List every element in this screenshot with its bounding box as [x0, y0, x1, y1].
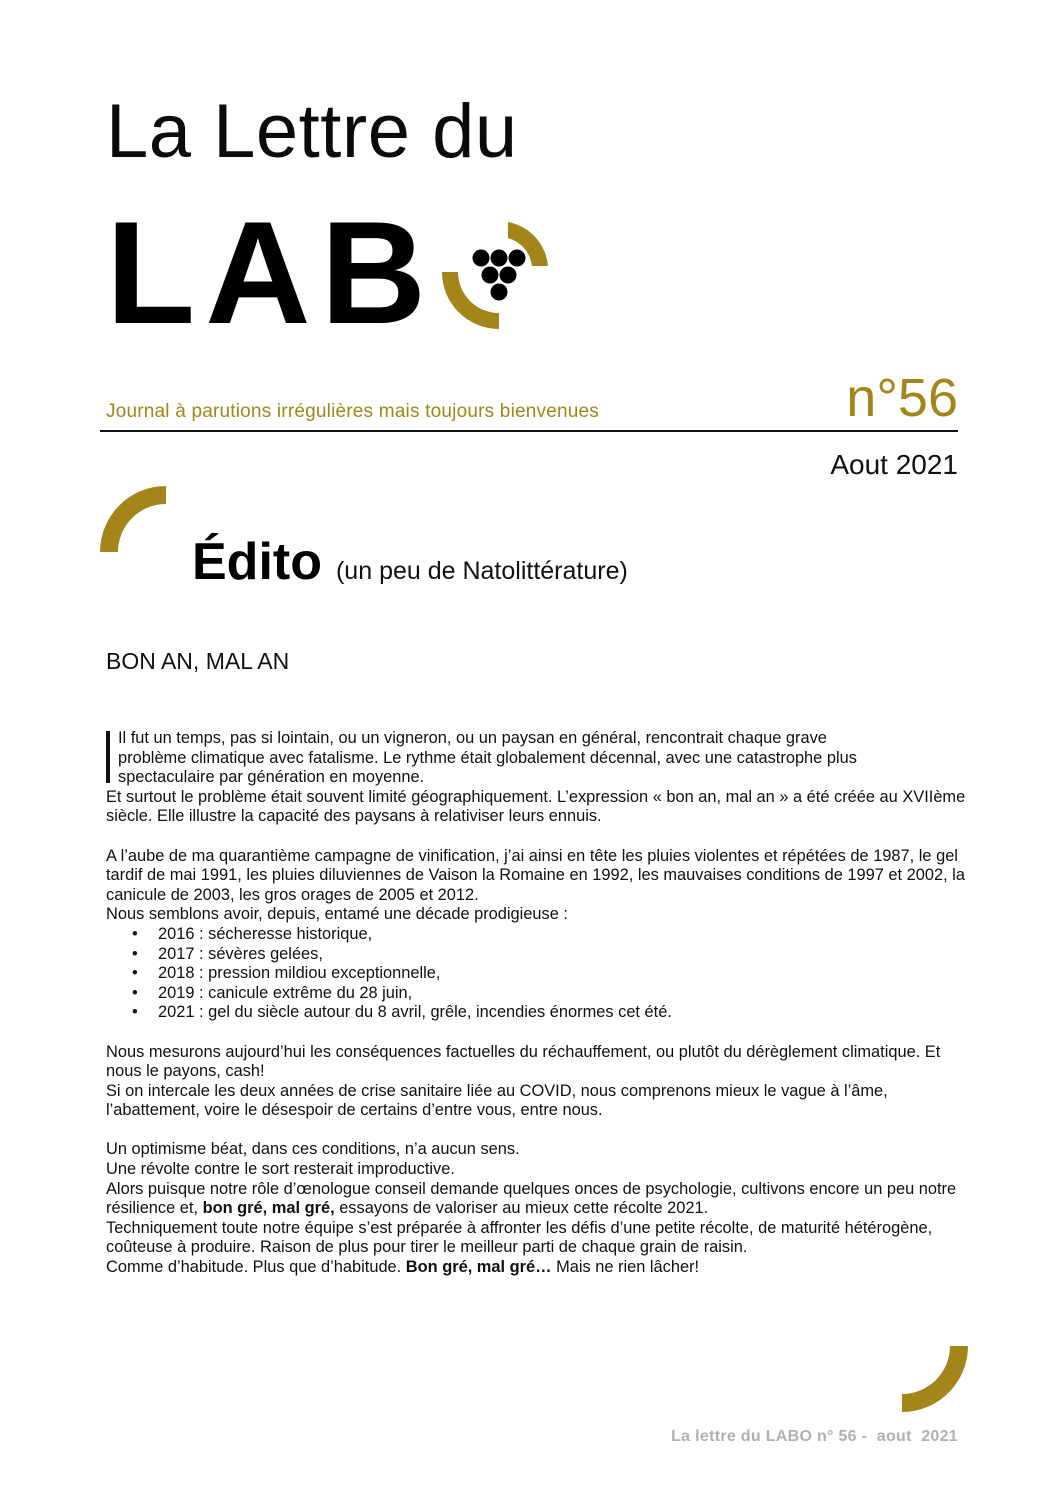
paragraph: Un optimisme béat, dans ces conditions, n’a aucun sens.	[106, 1140, 520, 1159]
edito-subtitle: (un peu de Natolittérature)	[335, 557, 628, 585]
issue-date: Aout 2021	[830, 449, 958, 480]
list-item-text: 2019 : canicule extrême du 28 juin,	[158, 983, 413, 1002]
text-line: spectaculaire par génération en moyenne.	[118, 768, 425, 787]
paragraph: A l’aube de ma quarantième campagne de vinification, j’ai ainsi en tête les pluies violentes et répétées de 1987, le gel tardif de mai 1991, les pluies diluviennes de Vaison la Romaine en 1992, les mauvaises conditions de 1997 et 2002, la canicule de 2003, les gros orages de 2005 et 2012.	[106, 846, 965, 904]
list-item	[106, 925, 966, 945]
list-item	[106, 984, 966, 1004]
list-item	[106, 1003, 966, 1023]
text-run: Alors puisque notre rôle d’œnologue conseil demande quelques onces de psychologie, cultivons encore un peu notre résilience et,	[106, 1179, 957, 1218]
grape-cluster	[473, 250, 526, 301]
footer-text: La lettre du LABO n° 56 - aout 2021	[671, 1428, 958, 1445]
edito-title: Édito	[192, 533, 322, 591]
paragraph: Une révolte contre le sort resterait improductive.	[106, 1160, 455, 1179]
edito-heading	[192, 530, 628, 607]
paragraph: Si on intercale les deux années de crise sanitaire liée au COVID, nous comprenons mieux le vague à l’âme, l’abattement, voire le désespoir de certains d’entre vous, entre nous.	[106, 1081, 888, 1120]
events-list	[106, 925, 966, 1023]
article-body	[106, 729, 966, 1278]
emphasis-text: bon gré, mal gré,	[202, 1199, 335, 1218]
bullet: •	[132, 944, 138, 963]
list-item-text: 2017 : sévères gelées,	[158, 944, 323, 963]
text-line: Il fut un temps, pas si lointain, ou un vigneron, ou un paysan en général, rencontrait chaque grave	[118, 729, 827, 747]
text-run: essayons de valoriser au mieux cette récolte 2021.	[334, 1199, 709, 1218]
list-item	[106, 945, 966, 965]
text-run: Mais ne rien lâcher!	[551, 1258, 700, 1277]
paragraph: Techniquement toute notre équipe s’est préparée à affronter les défis d’une petite récolte, de maturité hétérogène, coûteuse à produire. Raison de plus pour tirer le meilleur parti de chaque grain de raisin.	[106, 1218, 933, 1257]
paragraph: Nous semblons avoir, depuis, entamé une décade prodigieuse :	[106, 905, 568, 924]
header-divider	[100, 430, 958, 432]
masthead-lab-word: LAB	[106, 191, 437, 354]
text-line: problème climatique avec fatalisme. Le rythme était globalement décennal, avec une catastrophe plus	[118, 748, 857, 767]
drop-cap-bar	[106, 731, 110, 783]
quarter-arc-icon	[898, 1342, 972, 1416]
list-item	[106, 964, 966, 984]
bullet: •	[132, 964, 138, 983]
bullet: •	[132, 924, 138, 943]
opening-paragraph	[106, 729, 966, 788]
paragraph	[106, 1180, 966, 1219]
article-title: BON AN, MAL AN	[106, 648, 290, 674]
tagline: Journal à parutions irrégulières mais toujours bienvenues	[106, 401, 599, 422]
issue-number: n°56	[846, 368, 958, 428]
masthead-title-line: La Lettre du	[106, 89, 518, 174]
emphasis-text: Bon gré, mal gré…	[405, 1258, 552, 1277]
paragraph	[106, 1258, 966, 1278]
list-item-text: 2016 : sécheresse historique,	[158, 924, 373, 943]
paragraph: Nous mesurons aujourd’hui les conséquences factuelles du réchauffement, ou plutôt du dérèglement climatique. Et nous le payons, cash!	[106, 1042, 941, 1081]
list-item-text: 2021 : gel du siècle autour du 8 avril, grêle, incendies énormes cet été.	[158, 1003, 672, 1022]
paragraph: Et surtout le problème était souvent limité géographiquement. L’expression « bon an, mal an » a été créée au XVIIème siècle. Elle illustre la capacité des paysans à relativiser leurs ennuis.	[106, 787, 966, 826]
text-run: Comme d’habitude. Plus que d’habitude.	[106, 1258, 406, 1277]
list-item-text: 2018 : pression mildiou exceptionnelle,	[158, 964, 441, 983]
bullet: •	[132, 1003, 138, 1022]
bullet: •	[132, 983, 138, 1002]
grape-cluster-in-ring-icon	[436, 208, 562, 334]
